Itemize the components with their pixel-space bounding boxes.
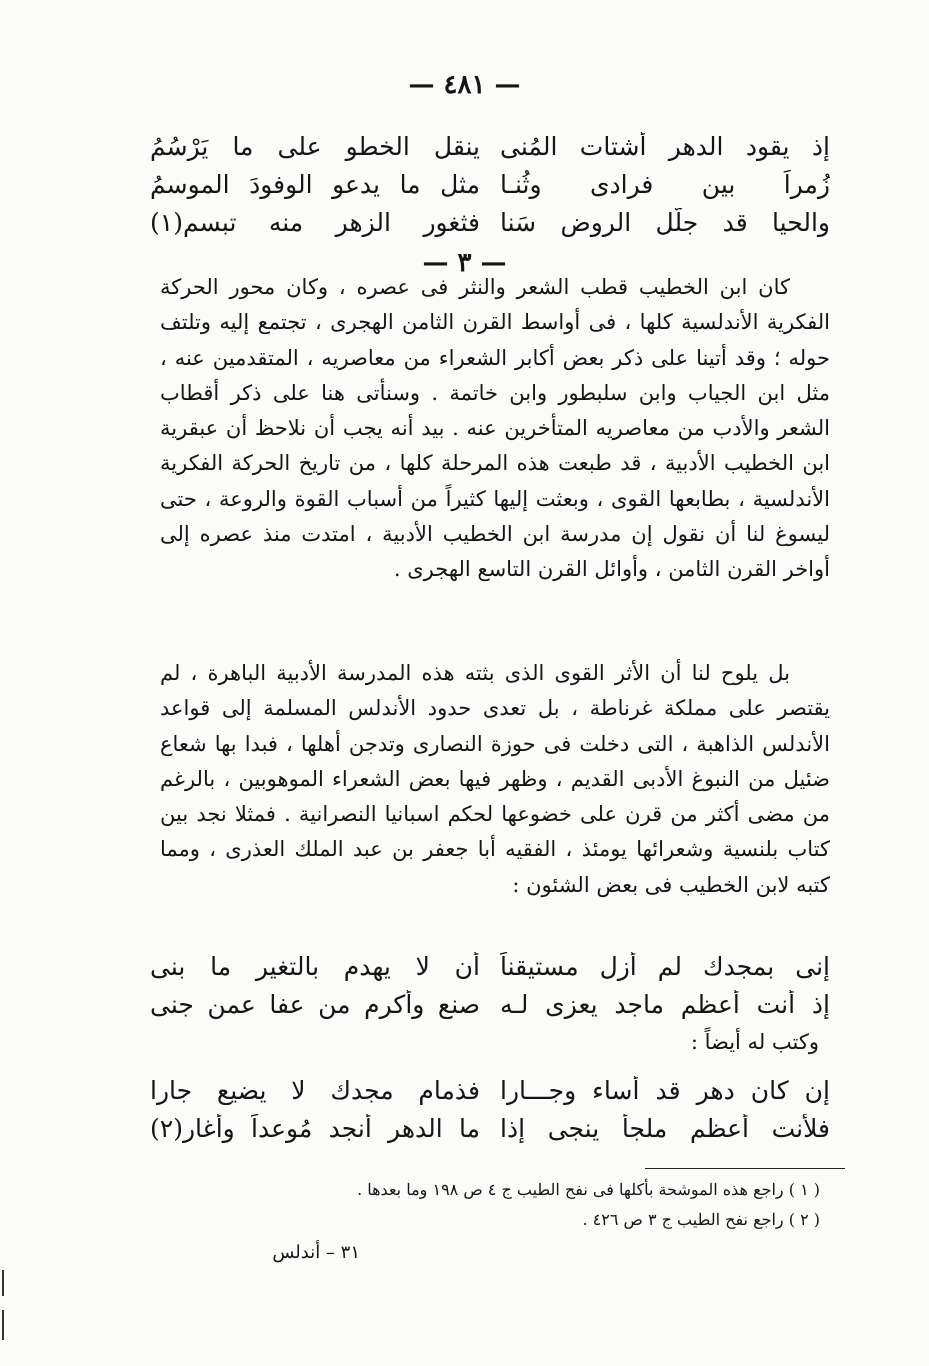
hemistich-left: فذمام مجدك لا يضيع جارا — [150, 1075, 480, 1105]
poem1-verse-2 — [150, 164, 830, 204]
footnote-rule — [645, 1168, 845, 1169]
hemistich-right: إن كان دهر قد أساء وجـــارا — [500, 1075, 830, 1105]
hemistich-right: إذ يقود الدهر أشتات المُنى — [500, 131, 830, 161]
poem3-verse-2 — [150, 1108, 830, 1148]
hemistich-right: فلأنت أعظم ملجأ ينجى إذا — [500, 1113, 830, 1143]
hemistich-left: ما الدهر أنجد مُوعداً وأغار(٢) — [150, 1113, 480, 1143]
hemistich-right: إذ أنت أعظم ماجد يعزى لـه — [500, 989, 830, 1019]
margin-mark — [2, 1310, 4, 1340]
hemistich-right: والحيا قد جلَّل الروض سَنا — [500, 207, 830, 237]
printer-signature: ٣١ – أندلس — [272, 1242, 360, 1263]
narration-line: وكتب له أيضاً : — [690, 1030, 819, 1054]
poem3-verse-1 — [150, 1070, 830, 1110]
poem1-verse-1 — [150, 126, 830, 166]
hemistich-left: فثغور الزهر منه تبسم(١) — [150, 207, 480, 237]
hemistich-left: أن لا يهدم بالتغير ما بنى — [150, 951, 480, 981]
margin-mark — [2, 1270, 4, 1296]
poem1-verse-3 — [150, 202, 830, 242]
page-number: — ٤٨١ — — [408, 70, 521, 100]
hemistich-right: زُمراً بين فرادى وثُنـا — [500, 169, 830, 199]
paragraph-2: بل يلوح لنا أن الأثر القوى الذى بثته هذه المدرسة الأدبية الباهرة ، لم يقتصر على مملكة غرناطة ، بل تعدى حدود الأندلس المسلمة إلى قواعد الأندلس الذاهبة ، التى دخلت فى حوزة النصارى وتدجن أهلها ، فبدا بها شعاع ضئيل من النبوغ الأدبى القديم ، وظهر فيها بعض الشعراء الموهوبين ، بالرغم من مضى أكثر من قرن على خضوعها لحكم اسبانيا النصرانية . فمثلا نجد بين كتاب بلنسية وشعرائها يومئذ ، الفقيه أبا جعفر بن عبد الملك العذرى ، ومما كتبه لابن الخطيب فى بعض الشئون : — [160, 661, 830, 897]
section-number: — ٣ — — [422, 248, 507, 278]
paragraph-1: كان ابن الخطيب قطب الشعر والنثر فى عصره ، وكان محور الحركة الفكرية الأندلسية كلها ، فى أواسط القرن الثامن الهجرى ، تجتمع إليه وتلتف حوله ؛ وقد أتينا على ذكر بعض أكابر الشعراء من معاصريه ، المتقدمين عنه ، مثل ابن الجياب وابن سلبطور وابن خاتمة . وسنأتى هنا على ذكر أقطاب الشعر والأدب من معاصريه المتأخرين عنه . بيد أنه يجب أن نلاحظ أن عبقرية ابن الخطيب الأدبية ، قد طبعت هذه المرحلة كلها ، من تاريخ الحركة الفكرية الأندلسية ، بطابعها القوى ، وبعثت إليها كثيراً من أسباب القوة والروعة ، حتى ليسوغ لنا أن نقول إن مدرسة ابن الخطيب الأدبية ، امتدت منذ عصره إلى أواخر القرن الثامن ، وأوائل القرن التاسع الهجرى . — [160, 275, 830, 582]
poem2-verse-1 — [150, 946, 830, 986]
poem2-verse-2 — [150, 984, 830, 1024]
hemistich-left: مثل ما يدعو الوفودَ الموسمُ — [150, 169, 480, 199]
hemistich-right: إنى بمجدك لم أزل مستيقناً — [500, 951, 830, 981]
hemistich-left: ينقل الخطو على ما يَرْسُمُ — [150, 131, 480, 161]
hemistich-left: صنع وأكرم من عفا عمن جنى — [150, 989, 480, 1019]
footnote-1: ( ١ ) راجع هذه الموشحة بأكلها فى نفح الطيب ج ٤ ص ١٩٨ وما بعدها . — [357, 1180, 820, 1199]
footnote-2: ( ٢ ) راجع نفح الطيب ج ٣ ص ٤٢٦ . — [582, 1210, 820, 1229]
